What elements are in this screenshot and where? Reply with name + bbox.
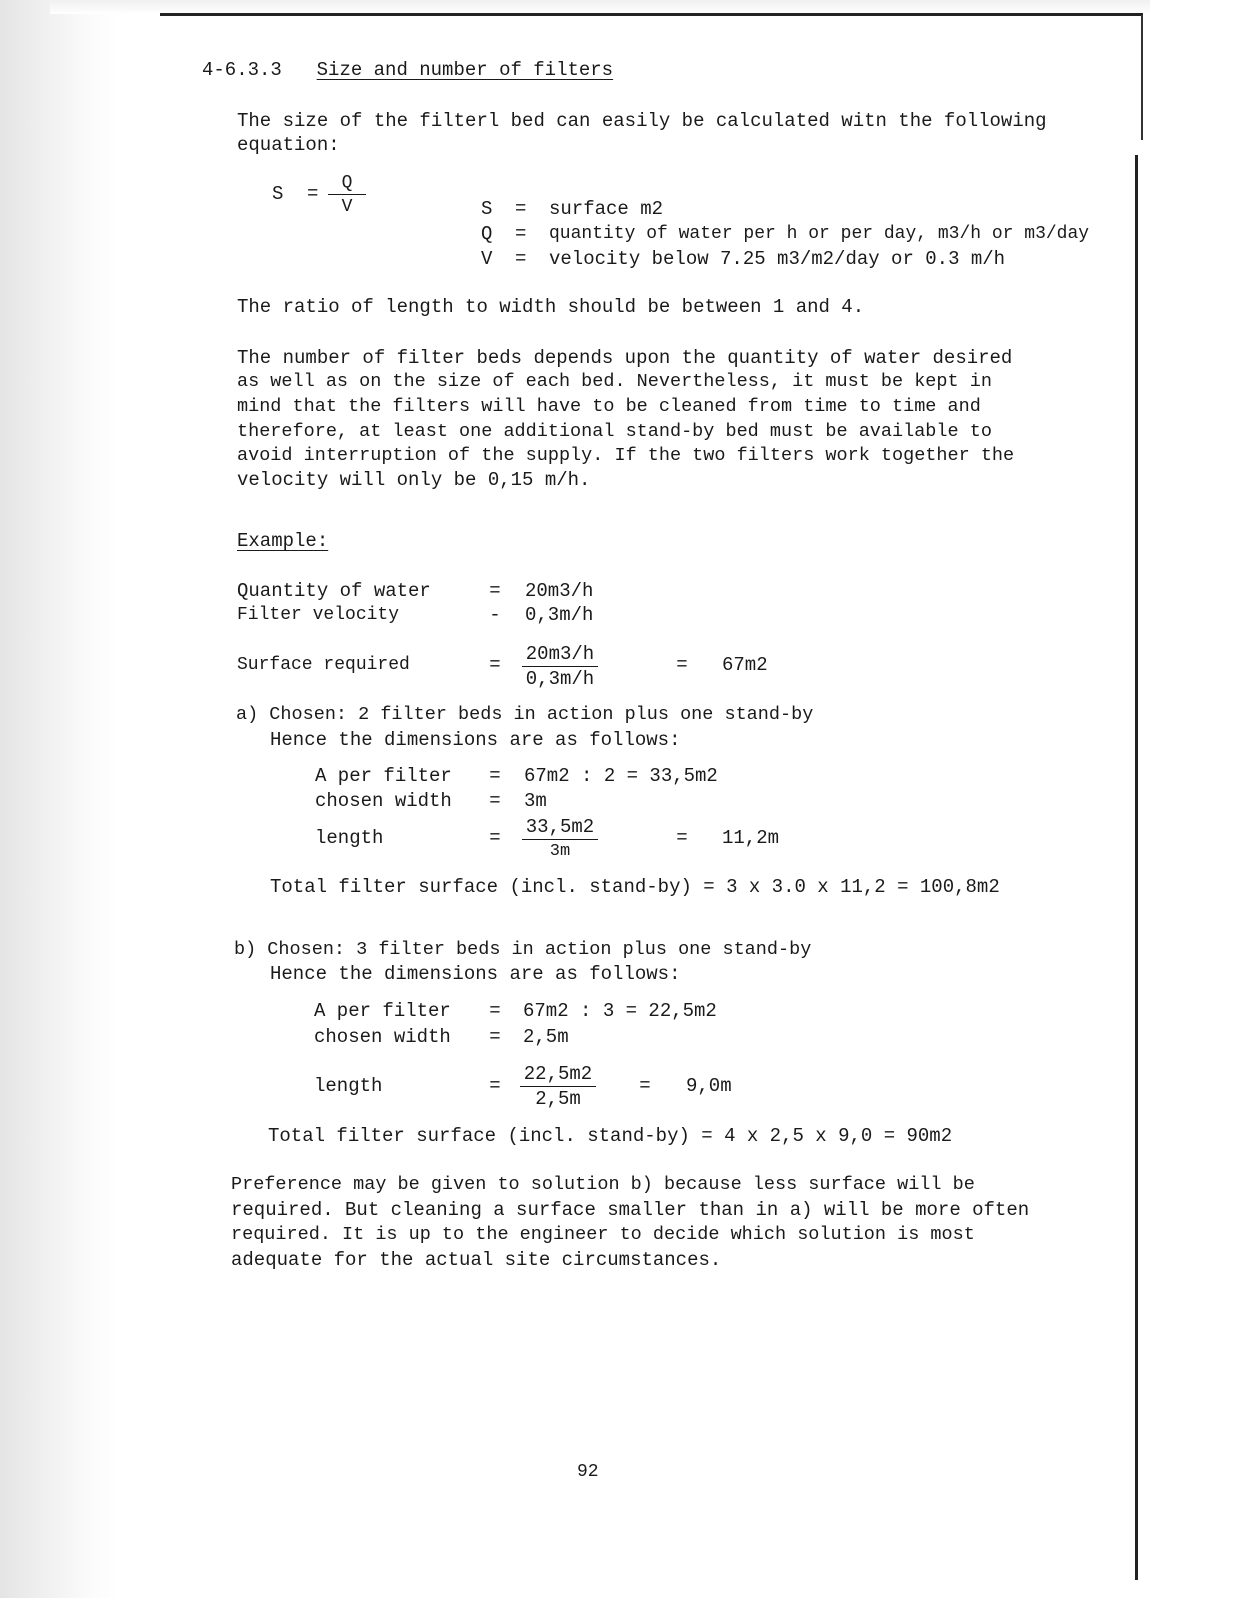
case-a-total: Total filter surface (incl. stand-by) = 3 x 3.0 x 11,2 = 100,8m2 [270, 876, 1000, 898]
case-a-label: chosen width [315, 790, 452, 812]
scan-shadow-top [50, 0, 1150, 14]
case-a-length-fraction [522, 818, 598, 860]
paragraph-line: The number of filter beds depends upon the quantity of water desired [237, 347, 1013, 369]
ratio-note: The ratio of length to width should be between 1 and 4. [237, 296, 865, 318]
case-b-eq: = [489, 1026, 501, 1048]
formula-lhs: S [272, 183, 284, 205]
right-border-line-lower [1135, 155, 1138, 1580]
surface-result: 67m2 [722, 654, 768, 676]
case-b-total: Total filter surface (incl. stand-by) = 4 x 2,5 x 9,0 = 90m2 [268, 1125, 953, 1147]
paragraph-line: mind that the filters will have to be cleaned from time to time and [237, 396, 981, 417]
case-b-eq: = [489, 1000, 501, 1022]
intro-line-1: The size of the filterl bed can easily be calculated witn the following [237, 110, 1047, 132]
case-a-length-eq2: = [676, 827, 688, 849]
intro-line-2: equation: [237, 134, 340, 156]
case-b-label: chosen width [314, 1026, 451, 1048]
paragraph-line: as well as on the size of each bed. Nevertheless, it must be kept in [237, 371, 992, 392]
case-a-value: 67m2 : 2 = 33,5m2 [524, 765, 718, 787]
example-value: 0,3m/h [525, 604, 594, 626]
top-border-line [160, 13, 1143, 16]
example-eq: - [489, 604, 501, 626]
paragraph-line: velocity will only be 0,15 m/h. [237, 469, 591, 491]
formula-denominator: V [341, 197, 353, 217]
case-b-length-eq2: = [639, 1075, 651, 1097]
conclusion-line: required. It is up to the engineer to decide which solution is most [231, 1224, 975, 1245]
definition-symbol: Q [481, 223, 493, 245]
section-heading [202, 61, 613, 80]
case-a-value: 3m [524, 790, 547, 812]
conclusion-line: adequate for the actual site circumstances. [231, 1249, 722, 1271]
paragraph-line: therefore, at least one additional stand-by bed must be available to [237, 421, 992, 442]
case-a-line-2: Hence the dimensions are as follows: [270, 729, 681, 751]
case-b-label: A per filter [314, 1000, 451, 1022]
definition-eq: = [515, 248, 527, 270]
page-number: 92 [577, 1462, 599, 1482]
definition-text: quantity of water per h or per day, m3/h or m3/day [549, 224, 1090, 244]
section-title: Size and number of filters [316, 59, 614, 81]
case-b-length-numerator: 22,5m2 [520, 1065, 596, 1087]
example-label: Quantity of water [237, 580, 431, 602]
example-eq: = [489, 580, 501, 602]
definition-text: velocity below 7.25 m3/m2/day or 0.3 m/h [549, 248, 1006, 270]
case-a-length-label: length [315, 827, 384, 849]
surface-eq2: = [676, 654, 688, 676]
surface-numerator: 20m3/h [522, 645, 598, 667]
case-b-value: 67m2 : 3 = 22,5m2 [523, 1000, 717, 1022]
case-a-label: A per filter [315, 765, 452, 787]
case-b-length-eq: = [489, 1075, 501, 1097]
case-a-line-1: a) Chosen: 2 filter beds in action plus one stand-by [236, 704, 814, 725]
surface-fraction [522, 645, 598, 689]
surface-eq: = [489, 654, 501, 676]
case-a-length-denominator: 3m [549, 842, 571, 861]
case-b-length-denominator: 2,5m [535, 1088, 581, 1110]
conclusion-line: required. But cleaning a surface smaller than in a) will be more often [231, 1199, 1030, 1221]
definition-eq: = [515, 223, 527, 245]
example-heading: Example: [237, 530, 329, 552]
surface-label: Surface required [237, 655, 410, 675]
surface-denominator: 0,3m/h [525, 668, 595, 690]
formula-eq: = [307, 183, 319, 205]
definition-eq: = [515, 198, 527, 220]
scan-shadow-left [0, 0, 120, 1598]
paragraph-line: avoid interruption of the supply. If the two filters work together the [237, 445, 1015, 466]
conclusion-line: Preference may be given to solution b) because less surface will be [231, 1174, 975, 1195]
definition-text: surface m2 [549, 198, 664, 220]
definition-symbol: V [481, 248, 493, 270]
case-b-line-2: Hence the dimensions are as follows: [270, 963, 681, 985]
definition-symbol: S [481, 198, 493, 220]
section-number: 4-6.3.3 [202, 59, 282, 81]
case-b-length-fraction [520, 1065, 596, 1109]
case-a-length-eq: = [489, 827, 501, 849]
example-label: Filter velocity [237, 605, 400, 625]
formula-fraction [328, 174, 366, 216]
case-b-length-result: 9,0m [686, 1075, 732, 1097]
case-a-length-numerator: 33,5m2 [522, 818, 598, 840]
case-b-line-1: b) Chosen: 3 filter beds in action plus one stand-by [234, 939, 812, 960]
right-border-line-upper [1141, 15, 1143, 140]
case-a-length-result: 11,2m [722, 827, 780, 849]
case-a-eq: = [489, 790, 501, 812]
case-a-eq: = [489, 765, 501, 787]
formula-numerator: Q [328, 174, 366, 195]
case-b-length-label: length [314, 1075, 383, 1097]
example-value: 20m3/h [525, 580, 594, 602]
case-b-value: 2,5m [523, 1026, 569, 1048]
